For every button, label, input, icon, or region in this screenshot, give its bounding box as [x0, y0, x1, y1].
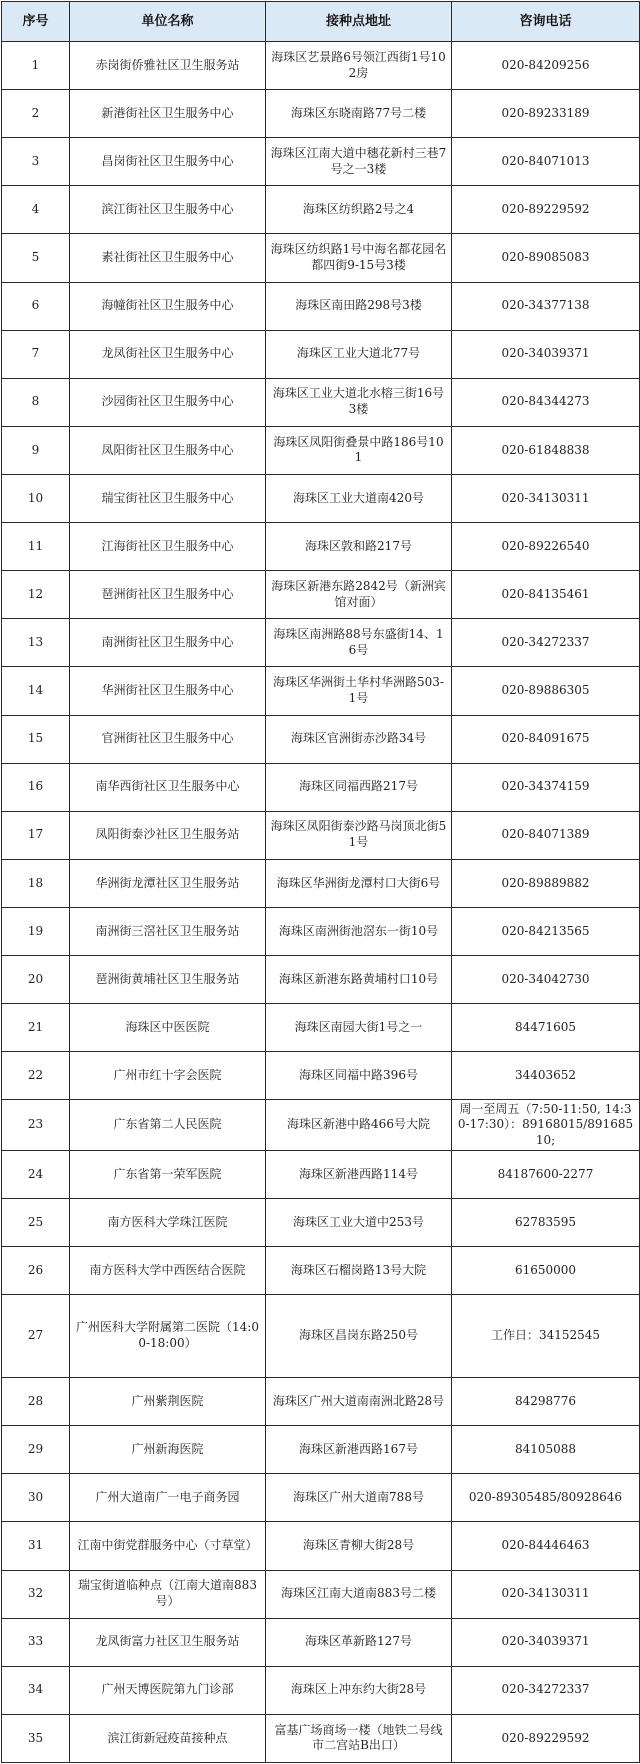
site-name: 广州新海医院 [70, 1426, 266, 1474]
row-number: 19 [2, 907, 70, 955]
site-phone: 62783595 [452, 1199, 640, 1247]
site-address: 海珠区凤阳街泰沙路马岗顶北街51号 [266, 811, 452, 859]
site-phone: 020-34272337 [452, 1666, 640, 1714]
row-number: 13 [2, 619, 70, 667]
site-name: 瑞宝街社区卫生服务中心 [70, 474, 266, 522]
table-row [2, 330, 640, 378]
row-number: 32 [2, 1570, 70, 1618]
site-address: 海珠区江南大道南883号二楼 [266, 1570, 452, 1618]
row-number: 7 [2, 330, 70, 378]
site-address: 海珠区凤阳街叠景中路186号101 [266, 426, 452, 474]
site-address: 海珠区同福西路217号 [266, 763, 452, 811]
site-address: 海珠区工业大道北77号 [266, 330, 452, 378]
site-address: 海珠区新港中路466号大院 [266, 1100, 452, 1151]
site-phone: 020-34130311 [452, 1570, 640, 1618]
table-row [2, 1100, 640, 1151]
table-row [2, 234, 640, 282]
site-phone: 周一至周五（7:50-11:50, 14:30-17:30）：89168015/89168510; [452, 1100, 640, 1151]
site-address: 海珠区广州大道南南洲北路28号 [266, 1378, 452, 1426]
site-name: 昌岗街社区卫生服务中心 [70, 138, 266, 186]
site-phone: 84471605 [452, 1004, 640, 1052]
site-phone: 020-89889882 [452, 859, 640, 907]
site-address: 海珠区江南大道中穗花新村三巷7号之一3楼 [266, 138, 452, 186]
site-phone: 020-34042730 [452, 956, 640, 1004]
site-name: 广州医科大学附属第二医院（14:00-18:00） [70, 1295, 266, 1378]
site-phone: 020-84446463 [452, 1522, 640, 1570]
site-name: 南方医科大学中西医结合医院 [70, 1247, 266, 1295]
table-row [2, 859, 640, 907]
site-phone: 020-34272337 [452, 619, 640, 667]
table-row [2, 571, 640, 619]
site-address: 海珠区官洲街赤沙路34号 [266, 715, 452, 763]
site-name: 广州市红十字会医院 [70, 1052, 266, 1100]
table-row [2, 1378, 640, 1426]
site-phone: 020-84135461 [452, 571, 640, 619]
table-row [2, 1426, 640, 1474]
header-phone: 咨询电话 [452, 2, 640, 42]
row-number: 29 [2, 1426, 70, 1474]
row-number: 17 [2, 811, 70, 859]
site-address: 海珠区工业大道北水榕三街16号3楼 [266, 378, 452, 426]
site-address: 海珠区东晓南路77号二楼 [266, 90, 452, 138]
site-name: 官洲街社区卫生服务中心 [70, 715, 266, 763]
site-address: 海珠区青柳大街28号 [266, 1522, 452, 1570]
site-address: 海珠区昌岗东路250号 [266, 1295, 452, 1378]
table-row [2, 1295, 640, 1378]
site-name: 新港街社区卫生服务中心 [70, 90, 266, 138]
row-number: 23 [2, 1100, 70, 1151]
table-row [2, 763, 640, 811]
site-phone: 020-89229592 [452, 186, 640, 234]
site-address: 海珠区敦和路217号 [266, 523, 452, 571]
site-address: 海珠区上冲东约大街28号 [266, 1666, 452, 1714]
site-phone: 020-84071389 [452, 811, 640, 859]
site-name: 南洲街社区卫生服务中心 [70, 619, 266, 667]
site-name: 南洲街三滘社区卫生服务站 [70, 907, 266, 955]
site-phone: 020-89305485/80928646 [452, 1474, 640, 1522]
site-name: 沙园街社区卫生服务中心 [70, 378, 266, 426]
row-number: 33 [2, 1618, 70, 1666]
row-number: 10 [2, 474, 70, 522]
site-name: 广东省第二人民医院 [70, 1100, 266, 1151]
site-address: 海珠区华洲街龙潭村口大街6号 [266, 859, 452, 907]
table-row [2, 282, 640, 330]
row-number: 34 [2, 1666, 70, 1714]
row-number: 28 [2, 1378, 70, 1426]
row-number: 4 [2, 186, 70, 234]
row-number: 27 [2, 1295, 70, 1378]
row-number: 22 [2, 1052, 70, 1100]
site-phone: 020-84209256 [452, 42, 640, 90]
site-name: 海珠区中医医院 [70, 1004, 266, 1052]
site-name: 江海街社区卫生服务中心 [70, 523, 266, 571]
table-row [2, 186, 640, 234]
row-number: 14 [2, 667, 70, 715]
site-address: 海珠区石榴岗路13号大院 [266, 1247, 452, 1295]
site-phone: 020-89886305 [452, 667, 640, 715]
row-number: 20 [2, 956, 70, 1004]
site-name: 琶洲街社区卫生服务中心 [70, 571, 266, 619]
row-number: 9 [2, 426, 70, 474]
site-address: 海珠区南洲路88号东盛街14、16号 [266, 619, 452, 667]
table-row [2, 1474, 640, 1522]
site-name: 华洲街社区卫生服务中心 [70, 667, 266, 715]
site-address: 海珠区南田路298号3楼 [266, 282, 452, 330]
site-name: 广州紫荆医院 [70, 1378, 266, 1426]
table-row [2, 1714, 640, 1762]
site-name: 瑞宝街道临种点（江南大道南883号） [70, 1570, 266, 1618]
site-name: 广州天博医院第九门诊部 [70, 1666, 266, 1714]
site-name: 滨江街社区卫生服务中心 [70, 186, 266, 234]
table-header-row [2, 2, 640, 42]
row-number: 15 [2, 715, 70, 763]
row-number: 3 [2, 138, 70, 186]
site-phone: 020-84344273 [452, 378, 640, 426]
site-name: 龙凤街社区卫生服务中心 [70, 330, 266, 378]
site-address: 海珠区工业大道南420号 [266, 474, 452, 522]
site-address: 海珠区新港西路167号 [266, 1426, 452, 1474]
table-row [2, 378, 640, 426]
site-address: 海珠区华洲街土华村华洲路503-1号 [266, 667, 452, 715]
site-name: 广州大道南广一电子商务园 [70, 1474, 266, 1522]
row-number: 26 [2, 1247, 70, 1295]
header-name: 单位名称 [70, 2, 266, 42]
site-name: 滨江街新冠疫苗接种点 [70, 1714, 266, 1762]
site-name: 凤阳街泰沙社区卫生服务站 [70, 811, 266, 859]
table-row [2, 956, 640, 1004]
row-number: 1 [2, 42, 70, 90]
site-name: 江南中街党群服务中心（寸草堂） [70, 1522, 266, 1570]
table-row [2, 907, 640, 955]
site-address: 海珠区新港东路2842号（新洲宾馆对面） [266, 571, 452, 619]
table-row [2, 667, 640, 715]
site-address: 海珠区新港东路黄埔村口10号 [266, 956, 452, 1004]
site-phone: 020-34130311 [452, 474, 640, 522]
row-number: 12 [2, 571, 70, 619]
table-row [2, 1522, 640, 1570]
site-address: 海珠区同福中路396号 [266, 1052, 452, 1100]
row-number: 6 [2, 282, 70, 330]
site-phone: 84187600-2277 [452, 1151, 640, 1199]
row-number: 21 [2, 1004, 70, 1052]
site-phone: 020-61848838 [452, 426, 640, 474]
table-row [2, 138, 640, 186]
site-address: 海珠区革新路127号 [266, 1618, 452, 1666]
row-number: 24 [2, 1151, 70, 1199]
site-address: 海珠区纺织路1号中海名都花园名都四街9-15号3楼 [266, 234, 452, 282]
table-row [2, 1618, 640, 1666]
site-phone: 020-34374159 [452, 763, 640, 811]
table-row [2, 42, 640, 90]
row-number: 8 [2, 378, 70, 426]
table-row [2, 426, 640, 474]
site-phone: 工作日：34152545 [452, 1295, 640, 1378]
row-number: 30 [2, 1474, 70, 1522]
site-phone: 020-89233189 [452, 90, 640, 138]
row-number: 18 [2, 859, 70, 907]
site-name: 凤阳街社区卫生服务中心 [70, 426, 266, 474]
site-address: 海珠区南洲街池滘东一街10号 [266, 907, 452, 955]
row-number: 31 [2, 1522, 70, 1570]
site-name: 南方医科大学珠江医院 [70, 1199, 266, 1247]
site-phone: 34403652 [452, 1052, 640, 1100]
table-row [2, 1666, 640, 1714]
row-number: 11 [2, 523, 70, 571]
site-phone: 84298776 [452, 1378, 640, 1426]
row-number: 16 [2, 763, 70, 811]
site-name: 素社街社区卫生服务中心 [70, 234, 266, 282]
table-row [2, 474, 640, 522]
row-number: 35 [2, 1714, 70, 1762]
table-row [2, 1151, 640, 1199]
row-number: 5 [2, 234, 70, 282]
row-number: 2 [2, 90, 70, 138]
site-address: 海珠区纺织路2号之4 [266, 186, 452, 234]
site-phone: 020-89229592 [452, 1714, 640, 1762]
site-address: 海珠区工业大道中253号 [266, 1199, 452, 1247]
site-name: 南华西街社区卫生服务中心 [70, 763, 266, 811]
table-body [2, 42, 640, 1763]
site-name: 龙凤街富力社区卫生服务站 [70, 1618, 266, 1666]
site-name: 琶洲街黄埔社区卫生服务站 [70, 956, 266, 1004]
table-row [2, 811, 640, 859]
site-address: 海珠区新港西路114号 [266, 1151, 452, 1199]
table-row [2, 523, 640, 571]
site-address: 海珠区艺景路6号领江西街1号102房 [266, 42, 452, 90]
table-row [2, 1199, 640, 1247]
site-name: 赤岗街侨雅社区卫生服务站 [70, 42, 266, 90]
table-row [2, 715, 640, 763]
site-address: 富基广场商场一楼（地铁二号线市二宫站B出口） [266, 1714, 452, 1762]
site-phone: 020-84213565 [452, 907, 640, 955]
site-address: 海珠区南园大街1号之一 [266, 1004, 452, 1052]
site-phone: 020-84071013 [452, 138, 640, 186]
site-phone: 61650000 [452, 1247, 640, 1295]
site-name: 海幢街社区卫生服务中心 [70, 282, 266, 330]
table-row [2, 1570, 640, 1618]
site-phone: 020-34039371 [452, 330, 640, 378]
table-row [2, 1052, 640, 1100]
site-phone: 020-89226540 [452, 523, 640, 571]
site-name: 华洲街龙潭社区卫生服务站 [70, 859, 266, 907]
site-address: 海珠区广州大道南788号 [266, 1474, 452, 1522]
site-phone: 020-84091675 [452, 715, 640, 763]
site-phone: 020-34377138 [452, 282, 640, 330]
site-phone: 020-34039371 [452, 1618, 640, 1666]
table-row [2, 90, 640, 138]
header-no: 序号 [2, 2, 70, 42]
table-row [2, 1004, 640, 1052]
table-row [2, 1247, 640, 1295]
row-number: 25 [2, 1199, 70, 1247]
site-phone: 84105088 [452, 1426, 640, 1474]
table-row [2, 619, 640, 667]
site-name: 广东省第一荣军医院 [70, 1151, 266, 1199]
site-phone: 020-89085083 [452, 234, 640, 282]
vaccination-sites-table [1, 1, 640, 1763]
header-address: 接种点地址 [266, 2, 452, 42]
